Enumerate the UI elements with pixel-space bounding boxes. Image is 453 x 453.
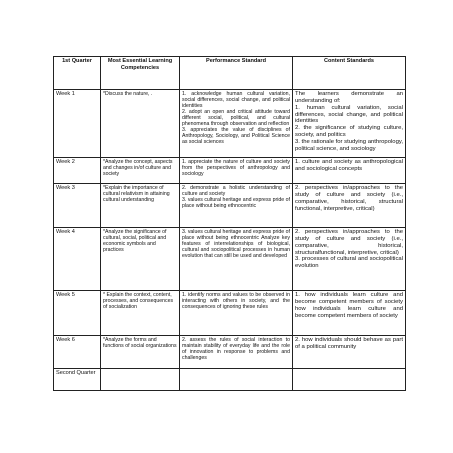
performance-cell [180,228,293,291]
competency-cell: *Analyze the concept, aspects and changes in/of culture and society [101,158,180,184]
quarter-cell: Week 1 [54,90,101,158]
content-cell [293,158,406,184]
competency-cell: *Explain the importance of cultural relativism in attaining cultural understanding [101,184,180,228]
table-row [54,90,406,158]
header-content: Content Standards [293,57,406,90]
table-row [54,291,406,336]
quarter-cell: Week 4 [54,228,101,291]
performance-item: 3. values cultural heritage and express pride of place without being ethnocentric Analyze key features of interrelationships of biological, cultural and sociopolitical processes in human evolution that can still be used and developed [182,229,290,260]
quarter-cell: Second Quarter [54,369,101,391]
quarter-cell: Week 3 [54,184,101,228]
performance-cell [180,291,293,336]
table-row [54,158,406,184]
performance-item: 1. identify norms and values to be observed in interacting with others in society, and the consequences of ignoring these rules [182,292,290,311]
competency-cell: *Analyze the significance of cultural, social, political and economic symbols and practices [101,228,180,291]
header-performance: Performance Standard [180,57,293,90]
performance-item: 3. appreciates the value of disciplines of Anthropology, Sociology, and Political Science as social sciences [182,127,290,146]
table-row [54,369,406,391]
content-cell [293,369,406,391]
curriculum-table [53,56,406,391]
performance-item: 2. assess the rules of social interaction to maintain stability of everyday life and the role of innovation in response to problems and challenges [182,337,290,362]
content-item: 3. the rationale for studying anthropology, political science, and sociology [295,138,403,152]
content-item: 2. the significance of studying culture, society, and politics [295,125,403,139]
performance-cell [180,90,293,158]
competency-cell: *Discuss the nature, . [101,90,180,158]
competency-cell [101,369,180,391]
content-cell [293,184,406,228]
quarter-cell: Week 5 [54,291,101,336]
quarter-cell: Week 6 [54,336,101,369]
table-row [54,336,406,369]
performance-item: 2. demonstrate a holistic understanding of culture and society [182,185,290,198]
content-item: 2. how individuals should behave as part of a political community [295,337,403,350]
performance-item: 2. adopt an open and critical attitude toward different social, political, and cultural phenomena through observation and reflection [182,109,290,128]
performance-cell [180,184,293,228]
performance-cell [180,158,293,184]
content-item: 1. human cultural variation, social differences, social change, and political identities [295,104,403,125]
content-item: 2. perspectives in/approaches to the study of culture and society (i.e., comparative, historical, structuralfunctional, interpretive, critical) [295,229,403,256]
header-row [54,57,406,90]
table-row [54,228,406,291]
performance-item: 3. values cultural heritage and express pride of place without being ethnocentric [182,197,290,210]
quarter-cell: Week 2 [54,158,101,184]
content-cell [293,90,406,158]
content-cell [293,336,406,369]
header-competencies: Most Essential Learning Competencies [101,57,180,90]
content-item: 1. how individuals learn culture and become competent members of society how individuals learn culture and become competent members of society [295,292,403,319]
performance-cell [180,369,293,391]
competency-cell: *Analyze the forms and functions of social organizations [101,336,180,369]
header-quarter: 1st Quarter [54,57,101,90]
performance-item: 1. acknowledge human cultural variation, social differences, social change, and political identities [182,91,290,110]
content-item: The learners demonstrate an understanding of: [295,91,403,104]
competency-cell: * Explain the context, content, processes, and consequences of socialization [101,291,180,336]
content-item: 2. perspectives in/approaches to the study of culture and society (i.e., comparative, historical, structural functional, interpretive, critical) [295,185,403,212]
table-row [54,184,406,228]
content-cell [293,291,406,336]
content-item: 3. processes of cultural and sociopolitical evolution [295,256,403,270]
content-item: 1. culture and society as anthropological and sociological concepts [295,159,403,172]
performance-cell [180,336,293,369]
performance-item: 1. appreciate the nature of culture and society from the perspectives of anthropology and sociology [182,159,290,178]
content-cell [293,228,406,291]
